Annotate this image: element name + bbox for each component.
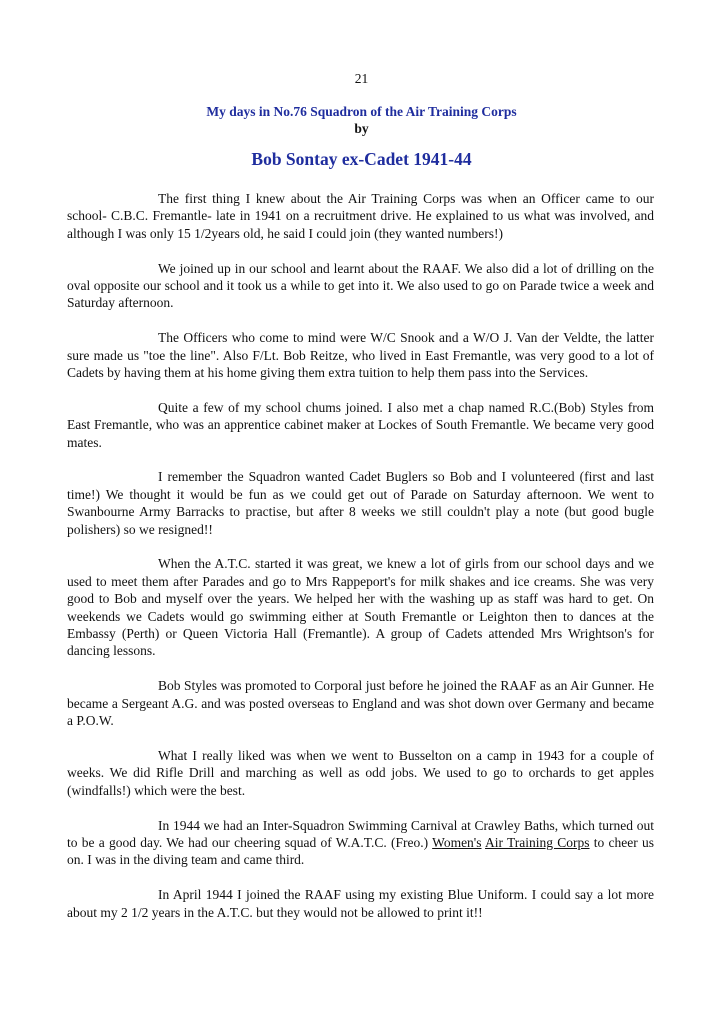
underlined-womens: Women's (432, 834, 482, 850)
document-title: My days in No.76 Squadron of the Air Training Corps (206, 104, 517, 119)
paragraph-8: What I really liked was when we went to Busselton on a camp in 1943 for a couple of weeks. We did Rifle Drill and marching as well as odd jobs. We used to go to orchards to get apples (windfalls!) which were the best. (67, 747, 654, 798)
underlined-air-training-corps: Air Training Corps (485, 834, 590, 850)
paragraph-5: I remember the Squadron wanted Cadet Buglers so Bob and I volunteered (first and last time!) We thought it would be fun as we could get out of Parade on Saturday afternoon. We went to Swanbourne Army Barracks to practise, but after 8 weeks we still couldn't play a note (but good bugle polishers) so we resigned!! (67, 469, 654, 537)
paragraph-2: We joined up in our school and learnt about the RAAF. We also did a lot of drilling on the oval opposite our school and it took us a while to get into it. We also used to go on Parade twice a week and Saturday afternoon. (67, 260, 654, 311)
page-number: 21 (354, 71, 369, 86)
paragraph-9 (67, 817, 654, 869)
paragraph-4: Quite a few of my school chums joined. I also met a chap named R.C.(Bob) Styles from East Fremantle, who was an apprentice cabinet maker at Lockes of South Fremantle. We became very good mates. (67, 399, 654, 450)
paragraph-6: When the A.T.C. started it was great, we knew a lot of girls from our school days and we used to meet them after Parades and go to Mrs Rappeport's for milk shakes and ice creams. She was very good to Bob and myself over the years. We helped her with the washing up as staff was hard to get. On weekends we Cadets would go swimming either at South Fremantle or Leighton then to dances at the Embassy (Perth) or Queen Victoria Hall (Fremantle). A group of Cadets attended Mrs Wrightson's for dancing lessons. (67, 556, 654, 659)
paragraph-10: In April 1944 I joined the RAAF using my existing Blue Uniform. I could say a lot more about my 2 1/2 years in the A.T.C. but they would not be allowed to print it!! (67, 887, 654, 920)
author-heading: Bob Sontay ex-Cadet 1941-44 (251, 149, 472, 169)
paragraph-9-text-start: In 1944 we had an Inter-Squadron Swimming Carnival at Crawley Baths, which turned out to be a good day. We had our cheering squad of W.A.T.C. (Freo.) (67, 817, 654, 850)
article-body (67, 190, 654, 938)
byline-label: by (354, 121, 369, 136)
paragraph-3: The Officers who come to mind were W/C Snook and a W/O J. Van der Veldte, the latter sure made us "toe the line". Also F/Lt. Bob Reitze, who lived in East Fremantle, was very good to a lot of Cadets by having them at his home giving them extra tuition to help them pass into the Services. (67, 330, 654, 381)
paragraph-7: Bob Styles was promoted to Corporal just before he joined the RAAF as an Air Gunner. He became a Sergeant A.G. and was posted overseas to England and was shot down over Germany and became a P.O.W. (67, 678, 654, 729)
paragraph-1: The first thing I knew about the Air Training Corps was when an Officer came to our school- C.B.C. Fremantle- late in 1941 on a recruitment drive. He explained to us what was involved, and although I was only 15 1/2years old, he said I could join (they wanted numbers!) (67, 191, 654, 241)
paragraph-9-text-end: to cheer us on. I was in the diving team and came third. (67, 834, 654, 868)
